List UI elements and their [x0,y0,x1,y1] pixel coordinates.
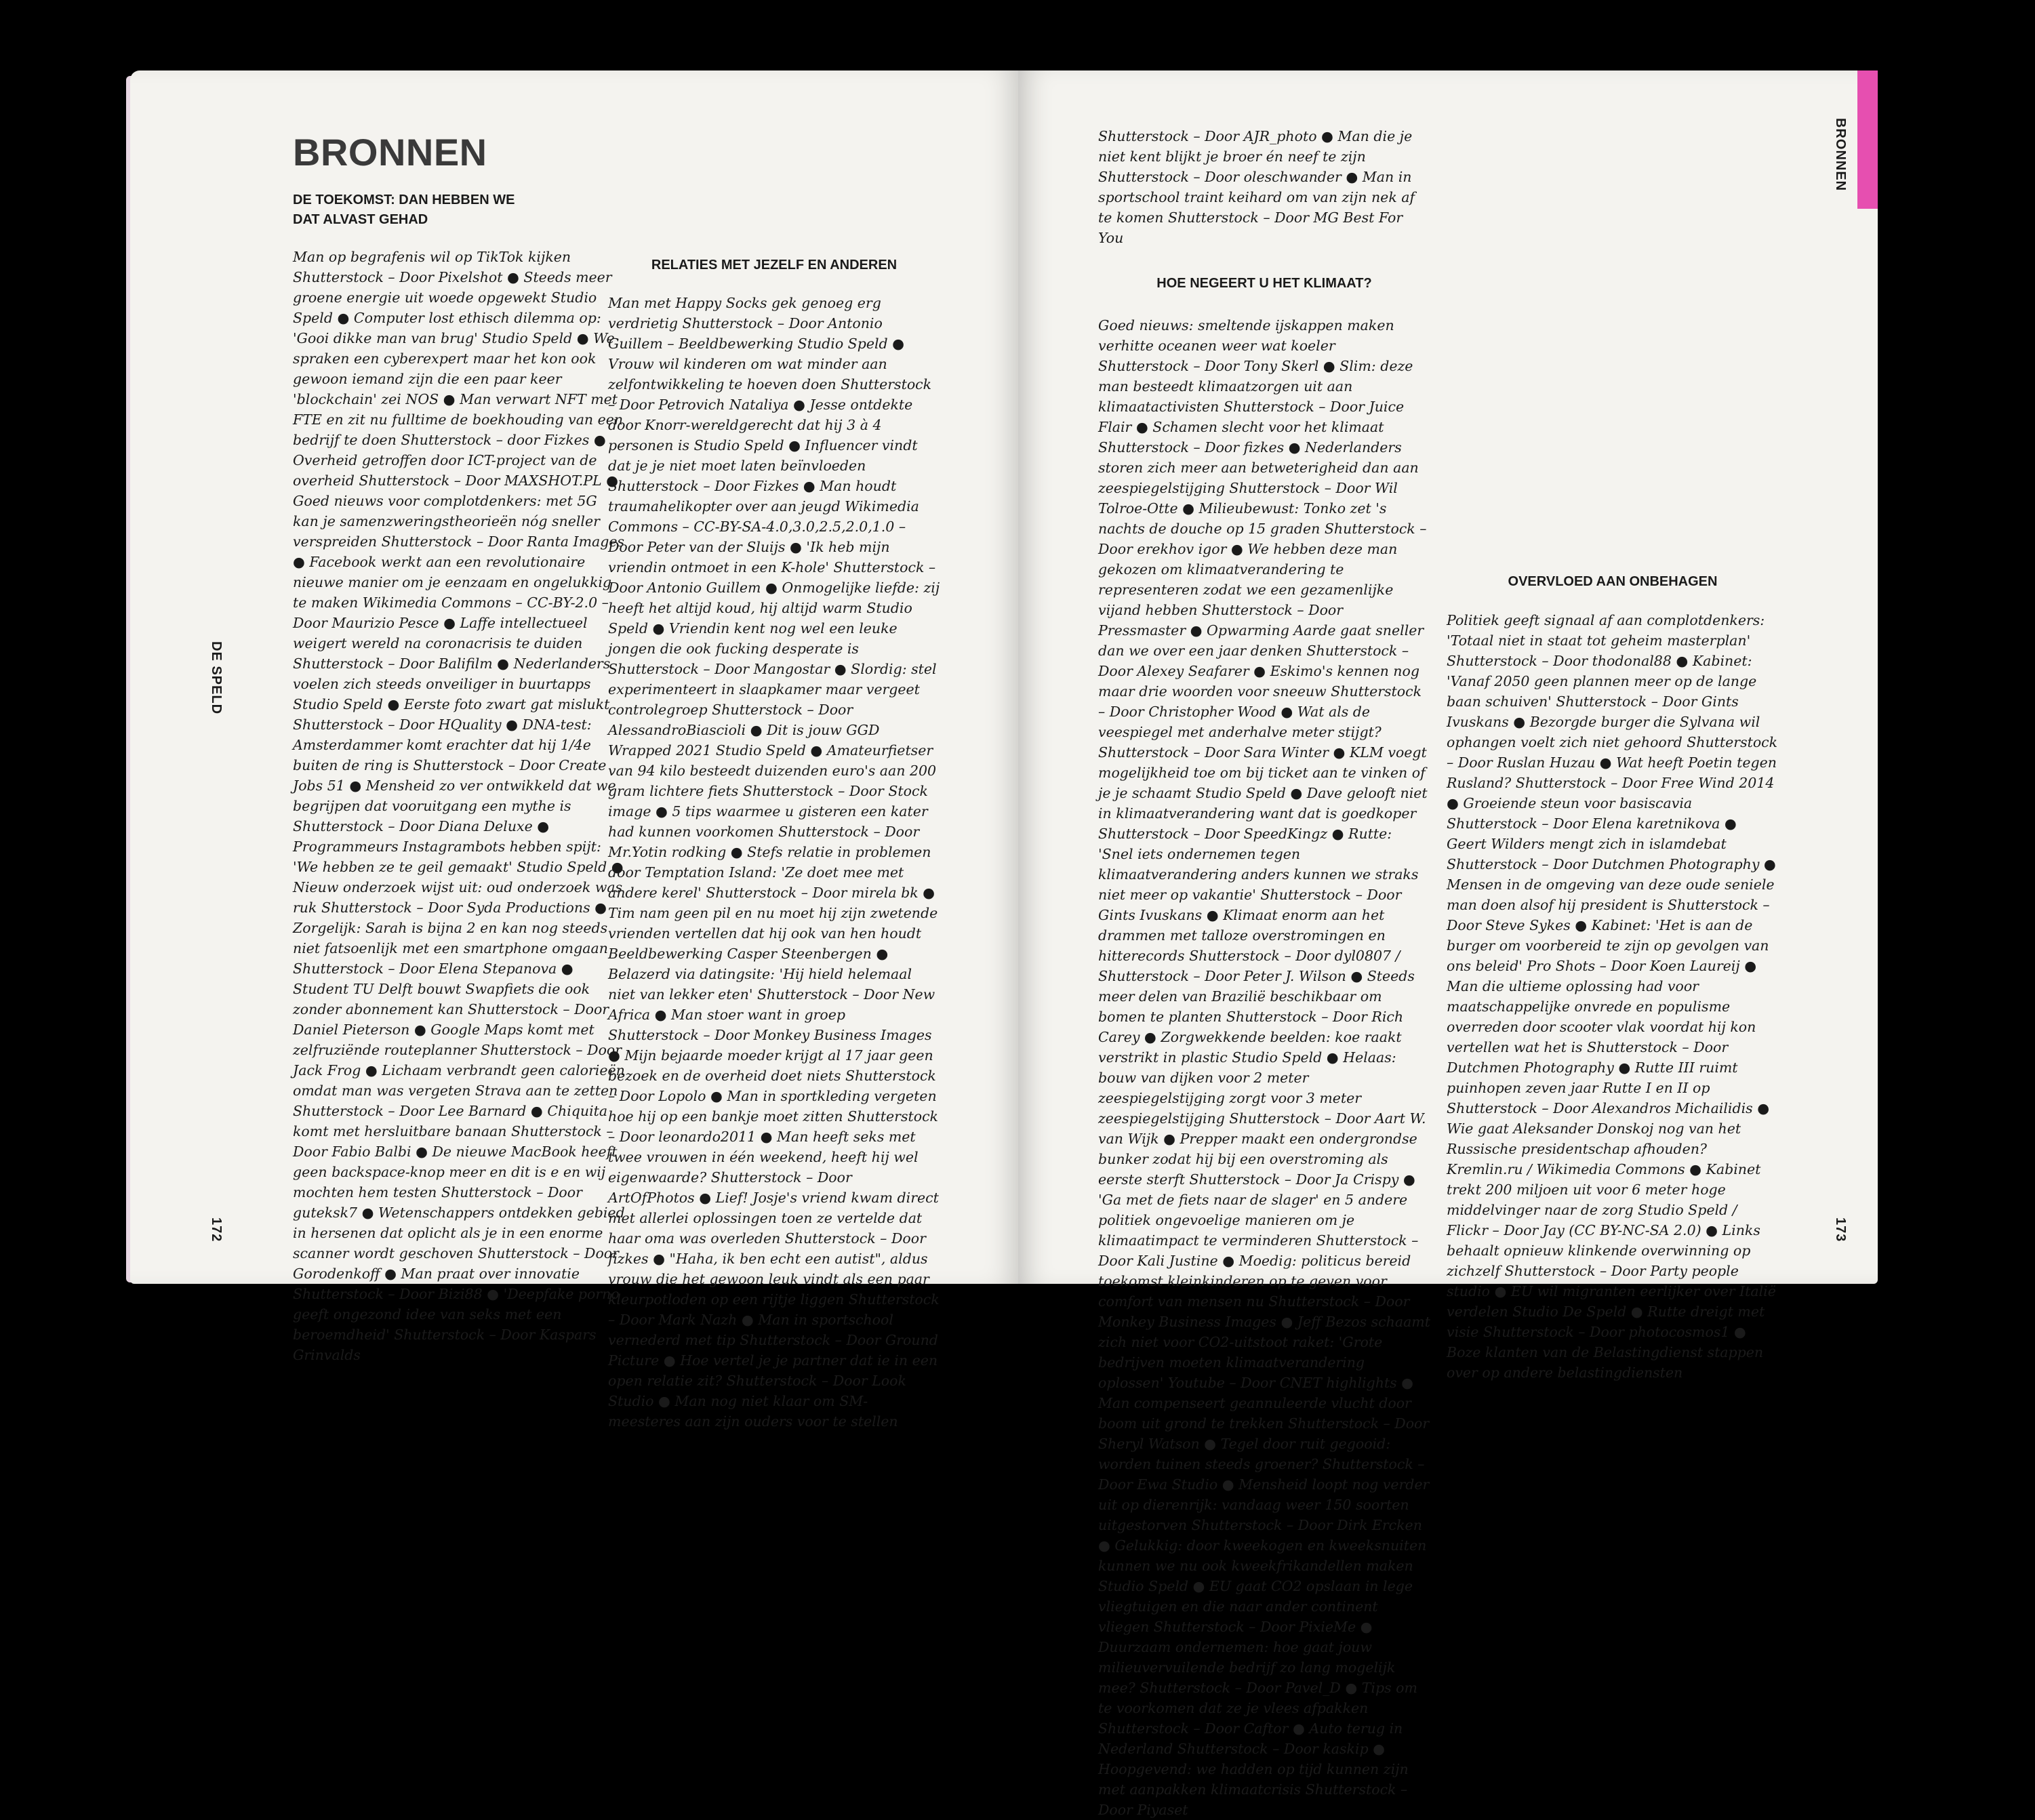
section-body-onbehagen: Politiek geeft signaal af aan complotdenkers: 'Totaal niet in staat tot geheim masterplan' Shutterstock – Door thodonal88 ● Kabinet: 'Vanaf 2050 geen plannen meer op de lange baan schuiven' Shutterstock – Door Gints Ivuskans ● Bezorgde burger die Sylvana wil ophangen voelt zich niet gehoord Shutterstock – Door Ruslan Huzau ● Wat heeft Poetin tegen Rusland? Shutterstock – Door Free Wind 2014 ● Groeiende steun voor basiscavia Shutterstock – Door Elena karetnikova ● Geert Wilders mengt zich in islamdebat Shutterstock – Door Dutchmen Photography ● Mensen in de omgeving van deze oude seniele man doen alsof hij president is Shutterstock – Door Steve Sykes ● Kabinet: 'Het is aan de burger om voorbereid te zijn op gevolgen van ons beleid' Pro Shots – Door Koen Laureij ● Man die ultieme oplossing had voor maatschappelijke onvrede en populisme overreden door scooter vlak voordat hij kon vertellen wat het is Shutterstock – Door Dutchmen Photography ● Rutte III ruimt puinhopen zeven jaar Rutte I en II op Shutterstock – Door Alexandros Michailidis ● Wie gaat Aleksander Donskoj nog van het Russische presidentschap afhouden? Kremlin.ru / Wikimedia Commons ● Kabinet trekt 200 miljoen uit voor 6 meter hoge middelvinger naar de zorg Studio Speld / Flickr – Door Jay (CC BY-NC-SA 2.0) ● Links behaalt opnieuw klinkende overwinning op zichzelf Shutterstock – Door Party people studio ● EU wil migranten eerlijker over Italië verdelen Studio De Speld ● Rutte dreigt met visie Shutterstock – Door photocosmos1 ● Boze klanten van de Belastingdienst stappen over op andere belastingdiensten [1447,612,1778,1381]
section-body-relaties: Man met Happy Socks gek genoeg erg verdrietig Shutterstock – Door Antonio Guillem – Beeldbewerking Studio Speld ● Vrouw wil kinderen om wat minder aan zelfontwikkeling te hoeven doen Shutterstock – Door Petrovich Nataliya ● Jesse ontdekte door Knorr-wereldgerecht dat hij 3 à 4 personen is Studio Speld ● Influencer vindt dat je je niet moet laten beïnvloeden Shutterstock – Door Fizkes ● Man houdt traumahelikopter over aan jeugd Wikimedia Commons – CC-BY-SA-4.0,3.0,2.5,2.0,1.0 – Door Peter van der Sluijs ● 'Ik heb mijn vriendin ontmoet in een K-hole' Shutterstock – Door Antonio Guillem ● Onmogelijke liefde: zij heeft het altijd koud, hij altijd warm Studio Speld ● Vriendin kent nog wel een leuke jongen die ook fucking desperate is Shutterstock – Door Mangostar ● Slordig: stel experimenteert in slaapkamer maar vergeet controlegroep Shutterstock – Door AlessandroBiascioli ● Dit is jouw GGD Wrapped 2021 Studio Speld ● Amateurfietser van 94 kilo besteedt duizenden euro's aan 200 gram lichtere fiets Shutterstock – Door Stock image ● 5 tips waarmee u gisteren een kater had kunnen voorkomen Shutterstock – Door Mr.Yotin rodking ● Stefs relatie in problemen door Temptation Island: 'Ze doet mee met andere kerel' Shutterstock – Door mirela bk ● Tim nam geen pil en nu moet hij zijn zwetende vrienden vertellen dat hij ook van hen houdt Beeldbewerking Casper Steenbergen ● Belazerd via datingsite: 'Hij hield helemaal niet van lekker eten' Shutterstock – Door New Africa ● Man stoer want in groep Shutterstock – Door Monkey Business Images ● Mijn bejaarde moeder krijgt al 17 jaar geen bezoek en de overheid doet niets Shutterstock – Door Lopolo ● Man in sportkleding vergeten hoe hij op een bankje moet zitten Shutterstock – Door leonardo2011 ● Man heeft seks met twee vrouwen in één weekend, heeft hij wel eigenwaarde? Shutterstock – Door ArtOfPhotos ● Lief! Josje's vriend kwam direct met allerlei oplossingen toen ze vertelde dat haar oma was overleden Shutterstock – Door fizkes ● "Haha, ik ben echt een autist", aldus vrouw die het gewoon leuk vindt als een paar kleurpotloden op een rijtje liggen Shutterstock – Door Mark Nazh ● Man in sportschool vernederd met tip Shutterstock – Door Ground Picture ● Hoe vertel je je partner dat ie in een open relatie zit? Shutterstock – Door Look Studio ● Man nog niet klaar om SM-meesteres aan zijn ouders voor te stellen [608,295,940,1430]
section-heading-onbehagen: OVERVLOED AAN ONBEHAGEN [1508,574,1718,589]
page-number-left: 172 [209,1217,224,1242]
section-body-toekomst: Man op begrafenis wil op TikTok kijken Shutterstock – Door Pixelshot ● Steeds meer groene energie uit woede opgewekt Studio Speld ● Computer lost ethisch dilemma op: 'Gooi dikke man van brug' Studio Speld ● We spraken een cyberexpert maar het kon ook gewoon iemand zijn die een paar keer 'blockchain' zei NOS ● Man verwart NFT met FTE en zit nu fulltime de boekhouding van een bedrijf te doen Shutterstock – door Fizkes ● Overheid getroffen door ICT-project van de overheid Shutterstock – Door MAXSHOT.PL ● Goed nieuws voor complotdenkers: met 5G kan je samenzweringstheorieën nóg sneller verspreiden Shutterstock – Door Ranta Images ● Facebook werkt aan een revolutionaire nieuwe manier om je eenzaam en ongelukkig te maken Wikimedia Commons – CC-BY-2.0 – Door Maurizio Pesce ● Laffe intellectueel weigert wereld na coronacrisis te duiden Shutterstock – Door Balifilm ● Nederlanders voelen zich steeds onveiliger in buurtapps Studio Speld ● Eerste foto zwart gat mislukt Shutterstock – Door HQuality ● DNA-test: Amsterdammer komt erachter dat hij 1/4e buiten de ring is Shutterstock – Door Create Jobs 51 ● Mensheid zo ver ontwikkeld dat we begrijpen dat vooruitgang een mythe is Shutterstock – Door Diana Deluxe ● Programmeurs Instagrambots hebben spijt: 'We hebben ze te geil gemaakt' Studio Speld ● Nieuw onderzoek wijst uit: oud onderzoek was ruk Shutterstock – Door Syda Productions ● Zorgelijk: Sarah is bijna 2 en kan nog steeds niet fatsoenlijk met een smartphone omgaan Shutterstock – Door Elena Stepanova ● Student TU Delft bouwt Swapfiets die ook zonder abonnement kan Shutterstock – Door Daniel Pieterson ● Google Maps komt met zelfruziënde routeplanner Shutterstock – Door Jack Frog ● Lichaam verbrandt geen calorieën omdat man was vergeten Strava aan te zetten Shutterstock – Door Lee Barnard ● Chiquita komt met hersluitbare banaan Shutterstock – Door Fabio Balbi ● De nieuwe MacBook heeft geen backspace-knop meer en dit is e en wij mochten hem testen Shutterstock – Door guteksk7 ● Wetenschappers ontdekken gebied in hersenen dat oplicht als je in een enorme scanner wordt geschoven Shutterstock – Door Gorodenkoff ● Man praat over innovatie Shutterstock – Door Bizi88 ● 'Deepfake porno geeft ongezond idee van seks met een beroemdheid' Shutterstock – Door Kaspars Grinvalds [293,249,625,1363]
running-head-right: BRONNEN [1833,118,1848,192]
right-column-1 [1098,126,1430,1820]
left-column-2 [608,245,940,1432]
section-heading-relaties: RELATIES MET JEZELF EN ANDEREN [651,258,898,272]
section-body-klimaat: Goed nieuws: smeltende ijskappen maken verhitte oceanen weer wat koeler Shutterstock – Door Tony Skerl ● Slim: deze man besteedt klimaatzorgen uit aan klimaatactivisten Shutterstock – Door Juice Flair ● Schamen slecht voor het klimaat Shutterstock – Door fizkes ● Nederlanders storen zich meer aan betweterigheid dan aan zeespiegelstijging Shutterstock – Door Wil Tolroe-Otte ● Milieubewust: Tonko zet 's nachts de douche op 15 graden Shutterstock – Door erekhov igor ● We hebben deze man gekozen om klimaatverandering te representeren zodat we een gezamenlijke vijand hebben Shutterstock – Door Pressmaster ● Opwarming Aarde gaat sneller dan we over een jaar denken Shutterstock – Door Alexey Seafarer ● Eskimo's kennen nog maar drie woorden voor sneeuw Shutterstock – Door Christopher Wood ● Wat als de veespiegel met anderhalve meter stijgt? Shutterstock – Door Sara Winter ● KLM voegt mogelijkheid toe om bij ticket aan te vinken of je je schaamt Studio Speld ● Dave gelooft niet in klimaatverandering want dat is goedkoper Shutterstock – Door SpeedKingz ● Rutte: 'Snel iets ondernemen tegen klimaatverandering anders kunnen we straks niet meer op vakantie' Shutterstock – Door Gints Ivuskans ● Klimaat enorm aan het drammen met talloze overstromingen en hitterecords Shutterstock – Door dyl0807 / Shutterstock – Door Peter J. Wilson ● Steeds meer delen van Brazilië beschikbaar om bomen te planten Shutterstock – Door Rich Carey ● Zorgwekkende beelden: koe raakt verstrikt in plastic Studio Speld ● Helaas: bouw van dijken voor 2 meter zeespiegelstijging zorgt voor 3 meter zeespiegelstijging Shutterstock – Door Aart W. van Wijk ● Prepper maakt een ondergrondse bunker zodat hij bij een overstroming als eerste sterft Shutterstock – Door Ja Crispy ● 'Ga met de fiets naar de slager' en 5 andere politiek ongevoelige manieren om je klimaatimpact te verminderen Shutterstock – Door Kali Justine ● Moedig: politicus bereid toekomst kleinkinderen op te geven voor comfort van mensen nu Shutterstock – Door Monkey Business Images ● Jeff Bezos schaamt zich niet voor CO2-uitstoot raket: 'Grote bedrijven moeten klimaatverandering oplossen' Youtube – Door CNET highlights ● Man compenseert geannuleerde vlucht door boom uit grond te trekken Shutterstock – Door Sheryl Watson ● Tegel door ruit gegooid: worden tuinen steeds groener? Shutterstock – Door Ewa Studio ● Mensheid loopt nog verder uit op dierenrijk: vandaag weer 150 soorten uitgestorven Shutterstock – Door Dirk Ercken ● Gelukkig: door kweekogen en kweeksnuiten kunnen we nu ook kweekfrikandellen maken Studio Speld ● EU gaat CO2 opslaan in lege vliegtuigen en die naar ander continent vliegen Shutterstock – Door PixieMe ● Duurzaam ondernemen: hoe gaat jouw milieuvervuilende bedrijf zo lang mogelijk mee? Shutterstock – Door Pavel_D ● Tips om te voorkomen dat ze je vlees afpakken Shutterstock – Door Caftor ● Auto terug in Nederland Shutterstock – Door kaskip ● Hoopgevend: we hadden op tijd kunnen zijn met aanpakken klimaatcrisis Shutterstock – Door Piyaset [1098,317,1430,1818]
section-heading-klimaat: HOE NEGEERT U HET KLIMAAT? [1156,276,1372,291]
running-head-left: DE SPELD [209,641,224,715]
section-heading-toekomst: DE TOEKOMST: DAN HEBBEN WE DAT ALVAST GEHAD [293,193,515,227]
left-page [130,70,1018,1430]
page-number-right: 173 [1833,1217,1848,1242]
left-column-1 [293,130,625,1365]
right-column-2 [1447,572,1779,1383]
continued-text: Shutterstock – Door AJR_photo ● Man die je niet kent blijkt je broer én neef te zijn Shutterstock – Door oleschwander ● Man in sportschool traint keihard om van zijn nek af te komen Shutterstock – Door MG Best For You [1098,128,1415,246]
page-title: BRONNEN [293,131,487,174]
right-page [1018,70,1878,1818]
section-tab [1857,70,1878,209]
